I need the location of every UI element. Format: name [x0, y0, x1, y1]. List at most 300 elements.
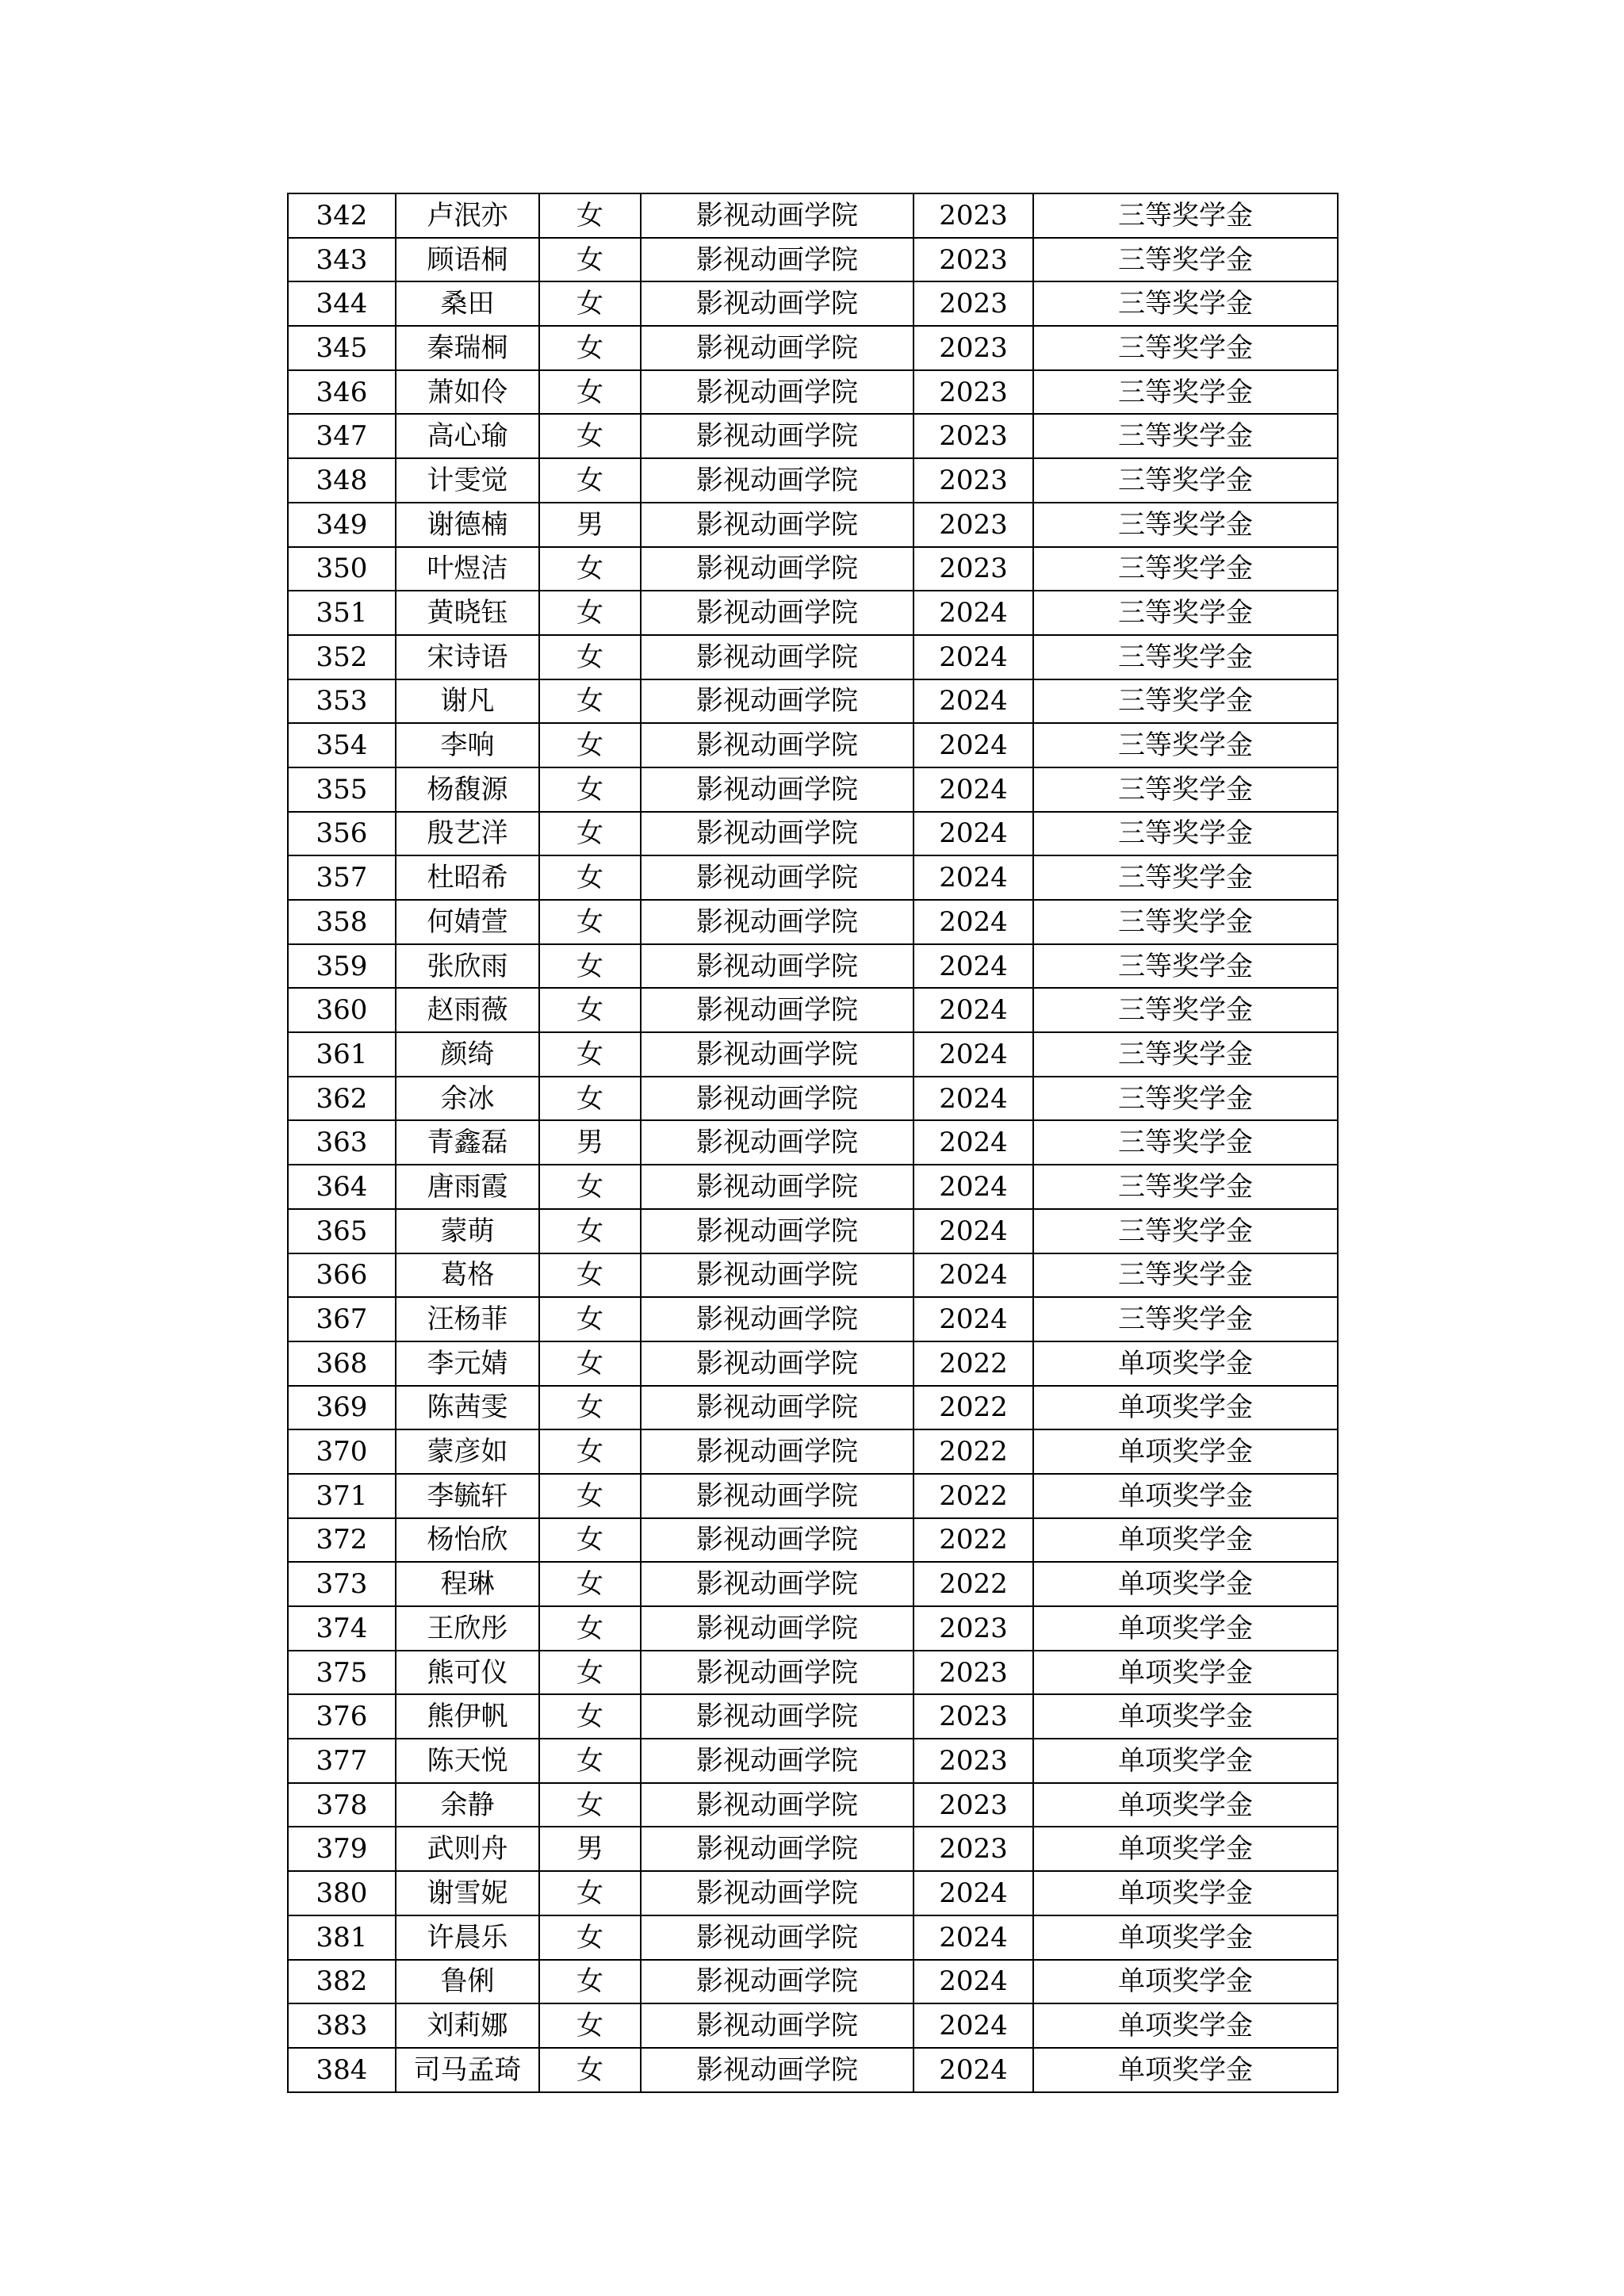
cell-name: 顾语桐	[396, 238, 539, 282]
table-row	[288, 1386, 1338, 1430]
cell-gender: 男	[539, 1120, 641, 1165]
cell-college: 影视动画学院	[641, 1253, 914, 1298]
table-row	[288, 944, 1338, 989]
cell-gender: 女	[539, 193, 641, 238]
table-row	[288, 1120, 1338, 1165]
cell-name: 杨馥源	[396, 767, 539, 812]
cell-gender: 女	[539, 855, 641, 900]
cell-name: 秦瑞桐	[396, 326, 539, 370]
cell-award: 三等奖学金	[1033, 1253, 1338, 1298]
cell-index: 356	[288, 812, 396, 856]
cell-gender: 女	[539, 767, 641, 812]
cell-year: 2023	[914, 326, 1033, 370]
cell-award: 单项奖学金	[1033, 1960, 1338, 2004]
cell-name: 余冰	[396, 1077, 539, 1121]
cell-name: 唐雨霞	[396, 1165, 539, 1209]
cell-year: 2023	[914, 238, 1033, 282]
cell-index: 367	[288, 1297, 396, 1341]
cell-gender: 女	[539, 1606, 641, 1651]
cell-index: 364	[288, 1165, 396, 1209]
cell-year: 2024	[914, 1297, 1033, 1341]
cell-index: 368	[288, 1341, 396, 1386]
cell-index: 383	[288, 2003, 396, 2048]
cell-index: 375	[288, 1651, 396, 1695]
cell-college: 影视动画学院	[641, 1871, 914, 1915]
cell-year: 2024	[914, 591, 1033, 635]
cell-award: 单项奖学金	[1033, 1651, 1338, 1695]
cell-college: 影视动画学院	[641, 1827, 914, 1871]
cell-college: 影视动画学院	[641, 635, 914, 679]
cell-index: 380	[288, 1871, 396, 1915]
cell-index: 343	[288, 238, 396, 282]
cell-college: 影视动画学院	[641, 1606, 914, 1651]
cell-index: 361	[288, 1032, 396, 1077]
cell-college: 影视动画学院	[641, 1077, 914, 1121]
cell-award: 三等奖学金	[1033, 503, 1338, 547]
award-list-body	[288, 193, 1338, 2092]
cell-award: 三等奖学金	[1033, 679, 1338, 724]
cell-year: 2023	[914, 1739, 1033, 1783]
cell-index: 362	[288, 1077, 396, 1121]
table-row	[288, 1827, 1338, 1871]
cell-year: 2024	[914, 1032, 1033, 1077]
cell-award: 三等奖学金	[1033, 855, 1338, 900]
cell-gender: 男	[539, 503, 641, 547]
cell-index: 381	[288, 1915, 396, 1960]
cell-gender: 女	[539, 1474, 641, 1518]
table-row	[288, 1209, 1338, 1253]
cell-award: 三等奖学金	[1033, 635, 1338, 679]
cell-award: 三等奖学金	[1033, 1297, 1338, 1341]
cell-year: 2022	[914, 1429, 1033, 1474]
cell-gender: 女	[539, 2003, 641, 2048]
cell-gender: 女	[539, 1783, 641, 1827]
cell-award: 三等奖学金	[1033, 944, 1338, 989]
cell-gender: 女	[539, 1341, 641, 1386]
cell-gender: 女	[539, 1077, 641, 1121]
cell-year: 2022	[914, 1386, 1033, 1430]
cell-award: 单项奖学金	[1033, 1606, 1338, 1651]
cell-year: 2024	[914, 1960, 1033, 2004]
cell-index: 348	[288, 458, 396, 503]
table-row	[288, 1253, 1338, 1298]
cell-award: 三等奖学金	[1033, 370, 1338, 415]
cell-award: 三等奖学金	[1033, 767, 1338, 812]
cell-gender: 女	[539, 679, 641, 724]
cell-year: 2023	[914, 1827, 1033, 1871]
table-row	[288, 193, 1338, 238]
cell-name: 熊可仪	[396, 1651, 539, 1695]
cell-gender: 女	[539, 1209, 641, 1253]
cell-award: 三等奖学金	[1033, 900, 1338, 944]
cell-year: 2024	[914, 723, 1033, 767]
cell-gender: 女	[539, 1386, 641, 1430]
cell-index: 349	[288, 503, 396, 547]
cell-name: 计雯觉	[396, 458, 539, 503]
cell-gender: 女	[539, 635, 641, 679]
table-row	[288, 1165, 1338, 1209]
cell-name: 熊伊帆	[396, 1694, 539, 1739]
cell-year: 2023	[914, 193, 1033, 238]
cell-name: 陈天悦	[396, 1739, 539, 1783]
cell-index: 359	[288, 944, 396, 989]
cell-name: 余静	[396, 1783, 539, 1827]
cell-award: 单项奖学金	[1033, 1429, 1338, 1474]
cell-index: 355	[288, 767, 396, 812]
cell-award: 三等奖学金	[1033, 326, 1338, 370]
cell-year: 2022	[914, 1562, 1033, 1606]
cell-college: 影视动画学院	[641, 1341, 914, 1386]
cell-gender: 女	[539, 238, 641, 282]
cell-year: 2022	[914, 1474, 1033, 1518]
table-row	[288, 1915, 1338, 1960]
cell-college: 影视动画学院	[641, 1651, 914, 1695]
cell-college: 影视动画学院	[641, 900, 914, 944]
cell-college: 影视动画学院	[641, 1915, 914, 1960]
cell-college: 影视动画学院	[641, 1297, 914, 1341]
table-row	[288, 1739, 1338, 1783]
cell-name: 青鑫磊	[396, 1120, 539, 1165]
table-row	[288, 723, 1338, 767]
cell-award: 单项奖学金	[1033, 1341, 1338, 1386]
cell-index: 363	[288, 1120, 396, 1165]
cell-name: 殷艺洋	[396, 812, 539, 856]
cell-college: 影视动画学院	[641, 1694, 914, 1739]
cell-name: 李元婧	[396, 1341, 539, 1386]
cell-name: 谢德楠	[396, 503, 539, 547]
table-row	[288, 2048, 1338, 2092]
table-row	[288, 1032, 1338, 1077]
table-row	[288, 458, 1338, 503]
table-row	[288, 767, 1338, 812]
cell-name: 程琳	[396, 1562, 539, 1606]
table-row	[288, 1871, 1338, 1915]
cell-college: 影视动画学院	[641, 591, 914, 635]
cell-year: 2024	[914, 1120, 1033, 1165]
cell-college: 影视动画学院	[641, 2003, 914, 2048]
cell-gender: 女	[539, 281, 641, 326]
cell-index: 378	[288, 1783, 396, 1827]
table-row	[288, 2003, 1338, 2048]
table-row	[288, 812, 1338, 856]
cell-award: 三等奖学金	[1033, 591, 1338, 635]
cell-college: 影视动画学院	[641, 1474, 914, 1518]
cell-name: 张欣雨	[396, 944, 539, 989]
table-row	[288, 326, 1338, 370]
cell-name: 卢泯亦	[396, 193, 539, 238]
cell-college: 影视动画学院	[641, 503, 914, 547]
cell-college: 影视动画学院	[641, 238, 914, 282]
table-row	[288, 1474, 1338, 1518]
cell-name: 黄晓钰	[396, 591, 539, 635]
cell-year: 2024	[914, 1871, 1033, 1915]
cell-college: 影视动画学院	[641, 1518, 914, 1563]
cell-name: 杨怡欣	[396, 1518, 539, 1563]
cell-college: 影视动画学院	[641, 370, 914, 415]
cell-name: 何婧萱	[396, 900, 539, 944]
cell-year: 2022	[914, 1341, 1033, 1386]
cell-award: 三等奖学金	[1033, 1077, 1338, 1121]
cell-award: 三等奖学金	[1033, 723, 1338, 767]
cell-index: 350	[288, 547, 396, 591]
cell-index: 365	[288, 1209, 396, 1253]
cell-year: 2024	[914, 635, 1033, 679]
cell-name: 武则舟	[396, 1827, 539, 1871]
cell-award: 三等奖学金	[1033, 812, 1338, 856]
cell-gender: 女	[539, 458, 641, 503]
table-row	[288, 503, 1338, 547]
table-row	[288, 1651, 1338, 1695]
cell-index: 382	[288, 1960, 396, 2004]
cell-name: 谢雪妮	[396, 1871, 539, 1915]
cell-year: 2023	[914, 370, 1033, 415]
cell-award: 三等奖学金	[1033, 1120, 1338, 1165]
cell-year: 2024	[914, 1077, 1033, 1121]
cell-index: 371	[288, 1474, 396, 1518]
cell-name: 萧如伶	[396, 370, 539, 415]
cell-index: 345	[288, 326, 396, 370]
cell-index: 346	[288, 370, 396, 415]
cell-year: 2023	[914, 547, 1033, 591]
cell-college: 影视动画学院	[641, 414, 914, 458]
cell-name: 李毓轩	[396, 1474, 539, 1518]
cell-name: 葛格	[396, 1253, 539, 1298]
cell-name: 高心瑜	[396, 414, 539, 458]
cell-college: 影视动画学院	[641, 281, 914, 326]
cell-award: 单项奖学金	[1033, 1386, 1338, 1430]
cell-name: 李响	[396, 723, 539, 767]
cell-gender: 女	[539, 988, 641, 1032]
cell-award: 单项奖学金	[1033, 2003, 1338, 2048]
cell-award: 单项奖学金	[1033, 1694, 1338, 1739]
table-row	[288, 1694, 1338, 1739]
cell-gender: 女	[539, 414, 641, 458]
cell-year: 2024	[914, 988, 1033, 1032]
cell-college: 影视动画学院	[641, 1032, 914, 1077]
cell-gender: 女	[539, 1518, 641, 1563]
table-row	[288, 1341, 1338, 1386]
cell-college: 影视动画学院	[641, 458, 914, 503]
cell-college: 影视动画学院	[641, 723, 914, 767]
cell-gender: 女	[539, 1651, 641, 1695]
table-row	[288, 1960, 1338, 2004]
cell-college: 影视动画学院	[641, 1562, 914, 1606]
cell-year: 2023	[914, 1651, 1033, 1695]
cell-name: 宋诗语	[396, 635, 539, 679]
cell-name: 陈茜雯	[396, 1386, 539, 1430]
cell-gender: 女	[539, 1871, 641, 1915]
cell-college: 影视动画学院	[641, 855, 914, 900]
cell-gender: 女	[539, 1915, 641, 1960]
cell-year: 2024	[914, 679, 1033, 724]
table-row	[288, 1297, 1338, 1341]
cell-college: 影视动画学院	[641, 1209, 914, 1253]
cell-award: 单项奖学金	[1033, 1783, 1338, 1827]
cell-award: 单项奖学金	[1033, 1827, 1338, 1871]
table-row	[288, 855, 1338, 900]
cell-index: 358	[288, 900, 396, 944]
cell-gender: 女	[539, 1739, 641, 1783]
table-row	[288, 1077, 1338, 1121]
cell-award: 单项奖学金	[1033, 1562, 1338, 1606]
cell-index: 351	[288, 591, 396, 635]
cell-award: 单项奖学金	[1033, 1474, 1338, 1518]
cell-year: 2023	[914, 414, 1033, 458]
cell-year: 2024	[914, 944, 1033, 989]
cell-index: 374	[288, 1606, 396, 1651]
award-list-table	[287, 193, 1339, 2093]
cell-name: 汪杨菲	[396, 1297, 539, 1341]
cell-name: 司马孟琦	[396, 2048, 539, 2092]
cell-year: 2023	[914, 1694, 1033, 1739]
cell-gender: 女	[539, 944, 641, 989]
cell-name: 鲁俐	[396, 1960, 539, 2004]
table-row	[288, 281, 1338, 326]
table-row	[288, 591, 1338, 635]
cell-index: 354	[288, 723, 396, 767]
cell-name: 蒙萌	[396, 1209, 539, 1253]
cell-year: 2022	[914, 1518, 1033, 1563]
cell-college: 影视动画学院	[641, 547, 914, 591]
cell-name: 刘莉娜	[396, 2003, 539, 2048]
cell-year: 2024	[914, 2048, 1033, 2092]
table-row	[288, 679, 1338, 724]
cell-index: 357	[288, 855, 396, 900]
cell-college: 影视动画学院	[641, 988, 914, 1032]
table-row	[288, 1562, 1338, 1606]
cell-name: 桑田	[396, 281, 539, 326]
cell-college: 影视动画学院	[641, 1120, 914, 1165]
cell-name: 许晨乐	[396, 1915, 539, 1960]
cell-award: 三等奖学金	[1033, 193, 1338, 238]
cell-award: 三等奖学金	[1033, 281, 1338, 326]
cell-gender: 女	[539, 1032, 641, 1077]
table-row	[288, 1606, 1338, 1651]
table-row	[288, 635, 1338, 679]
table-row	[288, 370, 1338, 415]
cell-college: 影视动画学院	[641, 1960, 914, 2004]
cell-award: 三等奖学金	[1033, 988, 1338, 1032]
table-row	[288, 1429, 1338, 1474]
table-row	[288, 1518, 1338, 1563]
cell-gender: 女	[539, 723, 641, 767]
cell-gender: 女	[539, 326, 641, 370]
cell-award: 三等奖学金	[1033, 547, 1338, 591]
cell-index: 366	[288, 1253, 396, 1298]
cell-year: 2024	[914, 1209, 1033, 1253]
cell-college: 影视动画学院	[641, 1783, 914, 1827]
cell-index: 344	[288, 281, 396, 326]
cell-name: 蒙彦如	[396, 1429, 539, 1474]
cell-award: 三等奖学金	[1033, 1165, 1338, 1209]
table-row	[288, 414, 1338, 458]
cell-college: 影视动画学院	[641, 2048, 914, 2092]
cell-award: 单项奖学金	[1033, 1739, 1338, 1783]
table-row	[288, 900, 1338, 944]
cell-index: 376	[288, 1694, 396, 1739]
cell-gender: 女	[539, 1960, 641, 2004]
cell-gender: 女	[539, 591, 641, 635]
cell-index: 370	[288, 1429, 396, 1474]
cell-year: 2024	[914, 855, 1033, 900]
cell-college: 影视动画学院	[641, 767, 914, 812]
cell-award: 三等奖学金	[1033, 1032, 1338, 1077]
cell-year: 2024	[914, 2003, 1033, 2048]
cell-year: 2024	[914, 900, 1033, 944]
cell-year: 2024	[914, 767, 1033, 812]
cell-year: 2024	[914, 1165, 1033, 1209]
cell-college: 影视动画学院	[641, 1429, 914, 1474]
cell-index: 353	[288, 679, 396, 724]
cell-award: 三等奖学金	[1033, 1209, 1338, 1253]
cell-index: 352	[288, 635, 396, 679]
cell-index: 369	[288, 1386, 396, 1430]
cell-gender: 女	[539, 1562, 641, 1606]
cell-name: 叶煜洁	[396, 547, 539, 591]
cell-award: 单项奖学金	[1033, 1518, 1338, 1563]
cell-year: 2024	[914, 1253, 1033, 1298]
cell-college: 影视动画学院	[641, 326, 914, 370]
cell-name: 颜绮	[396, 1032, 539, 1077]
cell-gender: 男	[539, 1827, 641, 1871]
table-row	[288, 547, 1338, 591]
cell-year: 2023	[914, 458, 1033, 503]
cell-award: 三等奖学金	[1033, 238, 1338, 282]
cell-name: 谢凡	[396, 679, 539, 724]
cell-index: 373	[288, 1562, 396, 1606]
cell-college: 影视动画学院	[641, 944, 914, 989]
cell-index: 347	[288, 414, 396, 458]
cell-year: 2023	[914, 1783, 1033, 1827]
cell-award: 三等奖学金	[1033, 414, 1338, 458]
cell-gender: 女	[539, 1165, 641, 1209]
cell-year: 2024	[914, 1915, 1033, 1960]
cell-index: 342	[288, 193, 396, 238]
cell-gender: 女	[539, 2048, 641, 2092]
cell-college: 影视动画学院	[641, 812, 914, 856]
cell-index: 372	[288, 1518, 396, 1563]
cell-college: 影视动画学院	[641, 679, 914, 724]
cell-name: 杜昭希	[396, 855, 539, 900]
cell-name: 王欣彤	[396, 1606, 539, 1651]
cell-gender: 女	[539, 1253, 641, 1298]
table-row	[288, 238, 1338, 282]
table-row	[288, 988, 1338, 1032]
cell-gender: 女	[539, 900, 641, 944]
cell-year: 2023	[914, 503, 1033, 547]
cell-index: 377	[288, 1739, 396, 1783]
cell-gender: 女	[539, 1694, 641, 1739]
cell-gender: 女	[539, 547, 641, 591]
cell-award: 单项奖学金	[1033, 2048, 1338, 2092]
cell-year: 2024	[914, 812, 1033, 856]
cell-college: 影视动画学院	[641, 1165, 914, 1209]
cell-year: 2023	[914, 1606, 1033, 1651]
cell-award: 单项奖学金	[1033, 1871, 1338, 1915]
cell-college: 影视动画学院	[641, 1739, 914, 1783]
cell-index: 384	[288, 2048, 396, 2092]
cell-award: 单项奖学金	[1033, 1915, 1338, 1960]
cell-award: 三等奖学金	[1033, 458, 1338, 503]
cell-index: 379	[288, 1827, 396, 1871]
cell-name: 赵雨薇	[396, 988, 539, 1032]
cell-gender: 女	[539, 812, 641, 856]
cell-year: 2023	[914, 281, 1033, 326]
cell-college: 影视动画学院	[641, 193, 914, 238]
table-row	[288, 1783, 1338, 1827]
cell-gender: 女	[539, 370, 641, 415]
cell-college: 影视动画学院	[641, 1386, 914, 1430]
